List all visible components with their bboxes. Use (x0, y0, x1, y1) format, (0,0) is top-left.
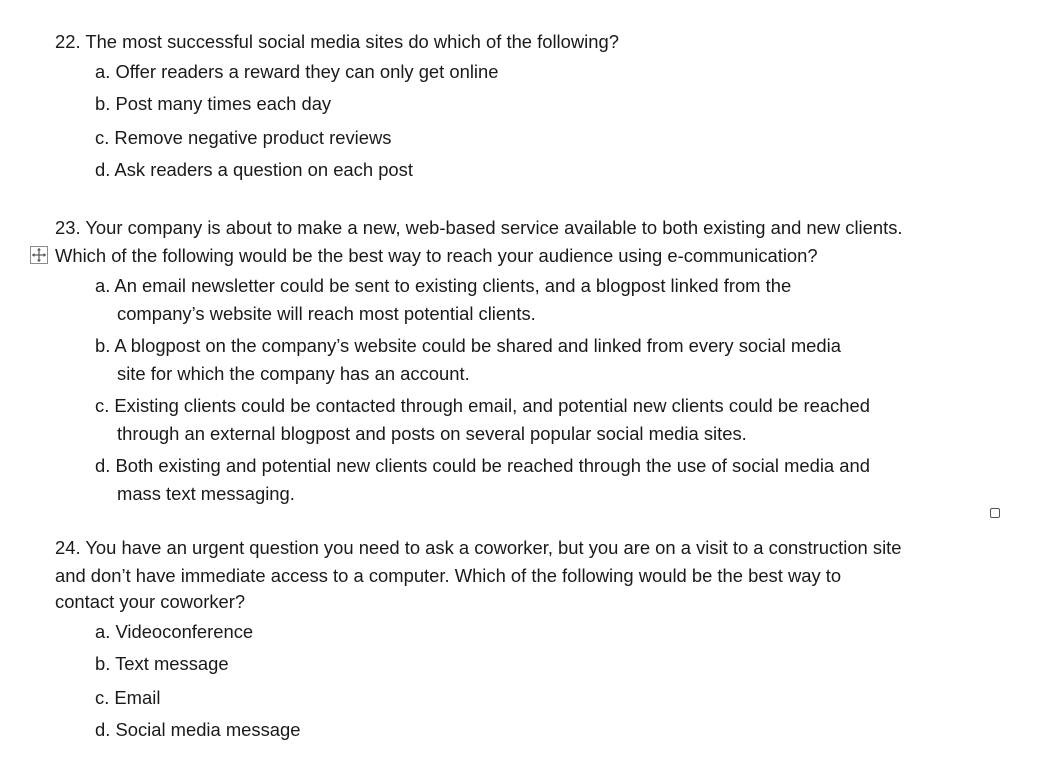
four-way-arrow-icon[interactable] (30, 246, 48, 264)
question-23-option-d-line-2: mass text messaging. (117, 483, 295, 504)
question-24-stem-line-2: and don’t have immediate access to a computer. Which of the following would be the best way to (55, 565, 842, 586)
question-22-option-c: c. Remove negative product reviews (95, 127, 392, 148)
question-23-option-d-line-1: d. Both existing and potential new clients could be reached through the use of social media and (95, 455, 870, 476)
question-23-option-c-line-1: c. Existing clients could be contacted through email, and potential new clients could be reached (95, 395, 870, 416)
question-24-option-c: c. Email (95, 687, 161, 708)
question-22-option-a: a. Offer readers a reward they can only get online (95, 61, 499, 82)
question-24-option-a: a. Videoconference (95, 621, 254, 642)
question-22-stem: 22. The most successful social media sites do which of the following? (55, 31, 619, 52)
question-22-option-b: b. Post many times each day (95, 93, 332, 114)
question-23-option-a-line-2: company’s website will reach most potential clients. (117, 303, 536, 324)
question-24-option-d: d. Social media message (95, 719, 301, 740)
question-24-option-b: b. Text message (95, 653, 229, 674)
question-23-option-c-line-2: through an external blogpost and posts on several popular social media sites. (117, 423, 747, 444)
question-23-option-a-line-1: a. An email newsletter could be sent to existing clients, and a blogpost linked from the (95, 275, 792, 296)
square-resize-icon[interactable] (990, 508, 1000, 518)
question-24-stem-line-3: contact your coworker? (55, 591, 246, 612)
question-23-option-b-line-2: site for which the company has an account. (117, 363, 470, 384)
question-22-option-d: d. Ask readers a question on each post (95, 159, 413, 180)
question-23-stem-line-2: Which of the following would be the best way to reach your audience using e-communication? (55, 245, 818, 266)
question-23-stem-line-1: 23. Your company is about to make a new, web-based service available to both existing and new clients. (55, 217, 903, 238)
question-24-stem-line-1: 24. You have an urgent question you need to ask a coworker, but you are on a visit to a construction site (55, 537, 902, 558)
question-23-option-b-line-1: b. A blogpost on the company’s website could be shared and linked from every social media (95, 335, 841, 356)
